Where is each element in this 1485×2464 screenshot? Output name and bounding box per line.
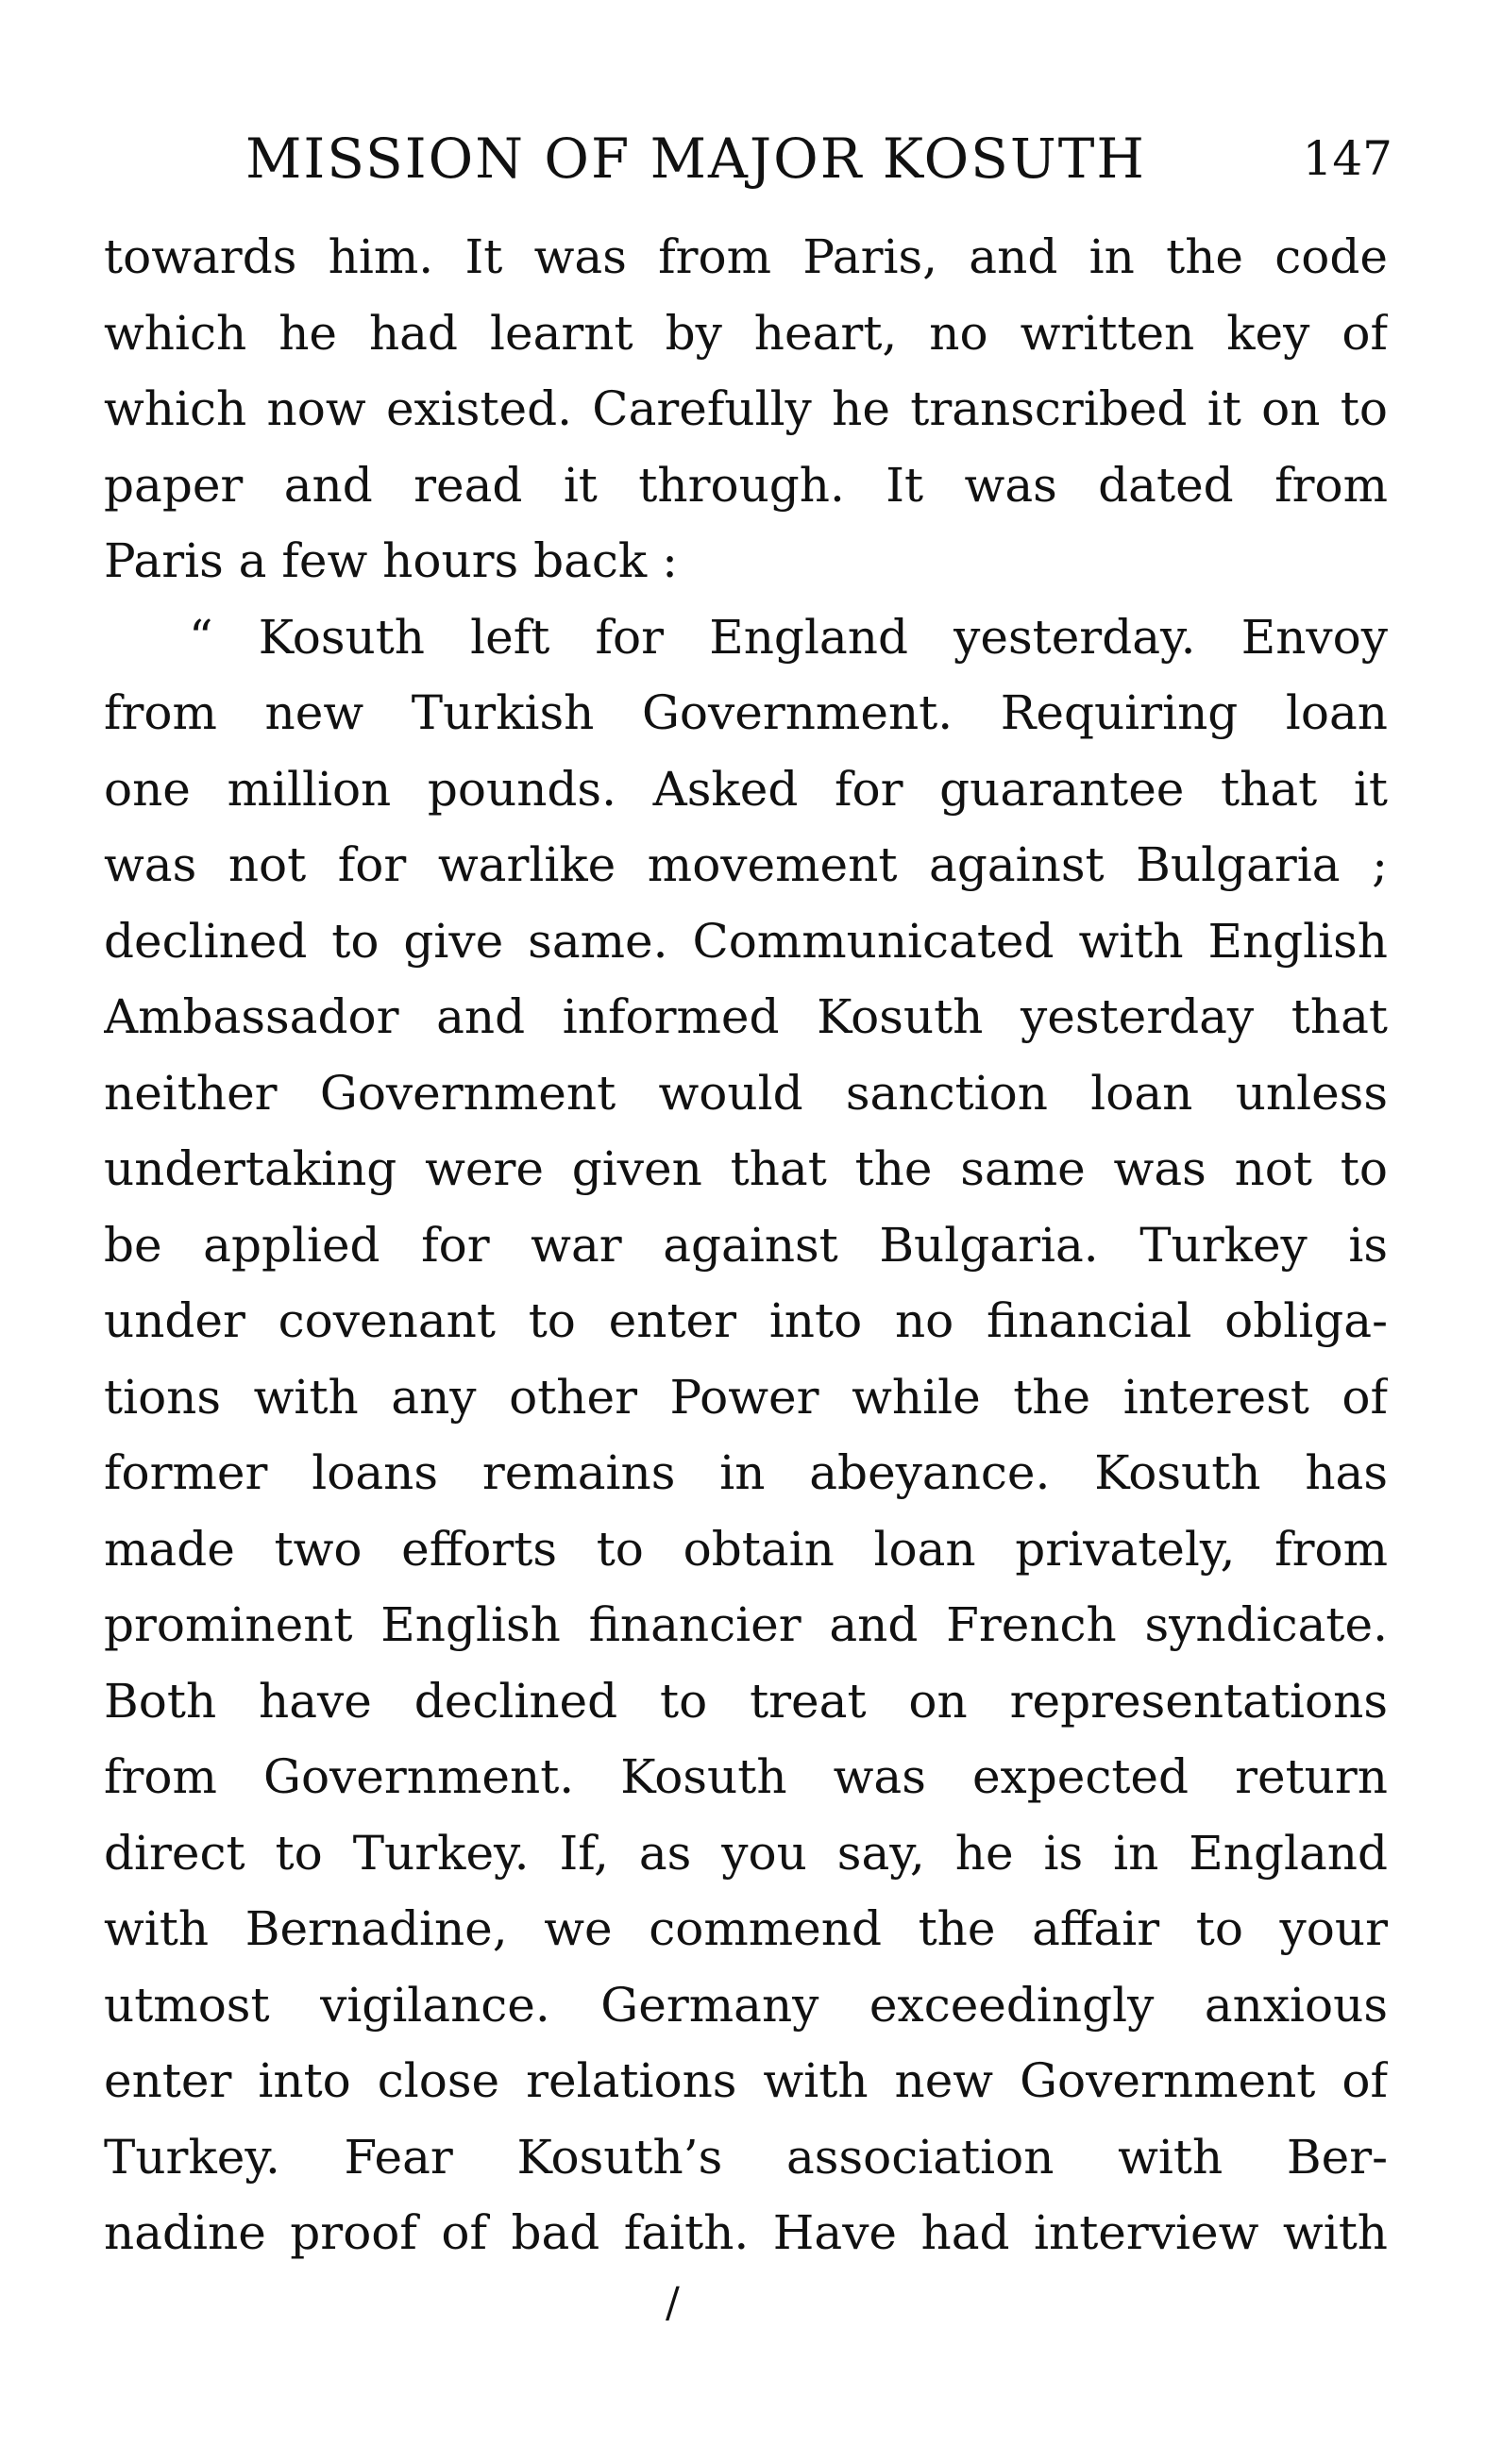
text-line: nadine proof of bad faith. Have had interview with [104,2205,1388,2260]
text-line: direct to Turkey. If, as you say, he is in England [104,1825,1388,1881]
text-line: declined to give same. Communicated with English [104,913,1388,969]
body-text [104,219,1388,2271]
text-line: one million pounds. Asked for guarantee that it [104,761,1388,817]
text-line: under covenant to enter into no financial obliga- [104,1293,1388,1348]
running-head: MISSION OF MAJOR KOSUTH [245,127,1147,191]
text-line: with Bernadine, we commend the affair to your [104,1901,1388,1956]
text-line: from Government. Kosuth was expected return [104,1749,1388,1804]
text-line: Paris a few hours back : [104,533,678,588]
text-line: neither Government would sanction loan unless [104,1065,1388,1121]
text-line: made two efforts to obtain loan privately, from [104,1521,1388,1577]
text-line: “ Kosuth left for England yesterday. Envoy [189,609,1388,665]
text-line: Turkey. Fear Kosuth’s association with Ber- [104,2129,1388,2185]
footer-mark: / [666,2279,680,2327]
text-line: undertaking were given that the same was not to [104,1141,1388,1196]
text-line: was not for warlike movement against Bulgaria ; [104,837,1388,892]
text-line: utmost vigilance. Germany exceedingly anxious [104,1977,1388,2033]
page-header [104,121,1392,196]
text-line: enter into close relations with new Government of [104,2053,1388,2108]
text-line: from new Turkish Government. Requiring loan [104,685,1388,740]
text-line: which he had learnt by heart, no written key of [104,305,1388,361]
text-line: former loans remains in abeyance. Kosuth has [104,1445,1388,1500]
text-line: which now existed. Carefully he transcribed it on to [104,381,1388,436]
text-line: tions with any other Power while the interest of [104,1369,1388,1425]
text-line: towards him. It was from Paris, and in the code [104,229,1388,284]
text-line: Both have declined to treat on representations [104,1673,1388,1729]
text-line: prominent English financier and French syndicate. [104,1597,1388,1652]
page-number: 147 [1302,131,1392,186]
text-line: be applied for war against Bulgaria. Turkey is [104,1217,1388,1273]
text-line: Ambassador and informed Kosuth yesterday that [104,989,1388,1044]
text-line: paper and read it through. It was dated from [104,457,1388,513]
